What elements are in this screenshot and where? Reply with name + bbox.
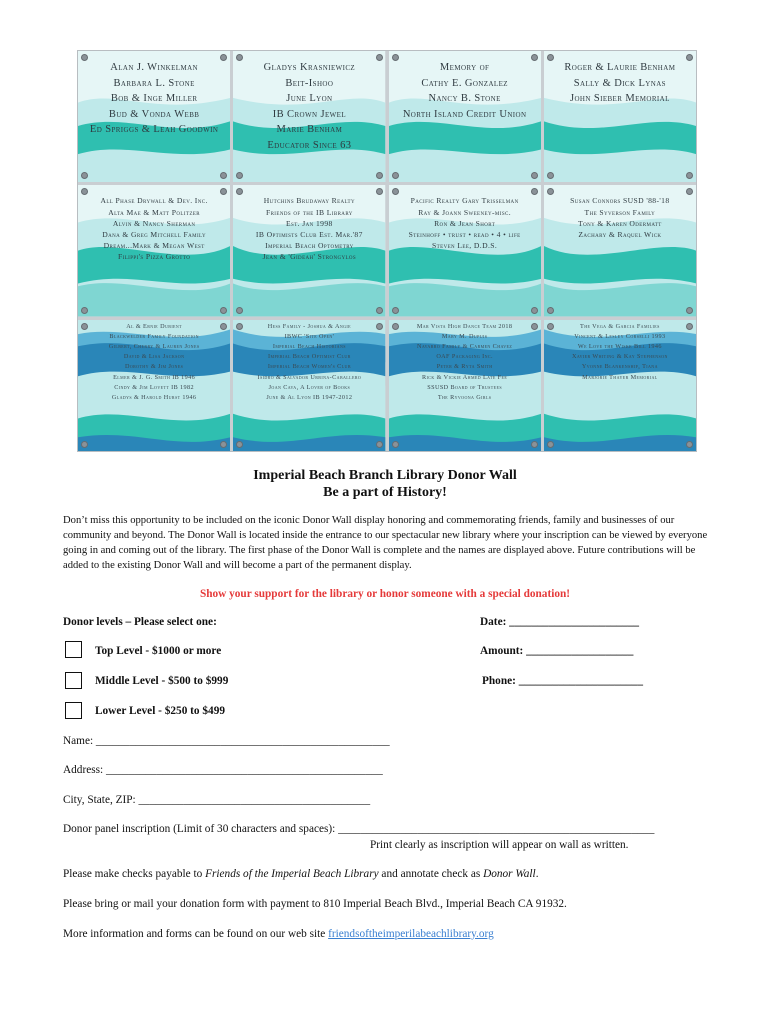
- inscription-line: Peter & Ryta Smith: [436, 363, 493, 371]
- panel-inscriptions: [389, 60, 541, 122]
- inscription-line: Dorothy & Jim Jones: [124, 363, 184, 371]
- inscription-line: Beit-Ishoo: [285, 77, 334, 89]
- donor-panel: [389, 51, 541, 182]
- inscription-line: Dana & Greg Mitchell Family: [102, 229, 207, 239]
- inscription-line: Marie Benham: [276, 124, 343, 135]
- check-memo: Donor Wall: [483, 868, 536, 880]
- inscription-line: IBWC 'Site Open': [284, 332, 335, 340]
- mail-instructions: Please bring or mail your donation form with payment to 810 Imperial Beach Blvd., Imperial Beach CA 91932.: [63, 898, 567, 910]
- inscription-note: Print clearly as inscription will appear on wall as written.: [370, 839, 629, 851]
- more-info-text: [63, 928, 494, 940]
- checks-payable-text: [63, 868, 539, 880]
- inscription-line: Cindy & Jim Lovett IB 1982: [114, 383, 195, 391]
- top-level-label: Top Level - $1000 or more: [95, 645, 222, 657]
- call-to-action: Show your support for the library or honor someone with a special donation!: [199, 588, 571, 600]
- inscription-line: The Syverson Family: [584, 207, 656, 217]
- page-subtitle: Be a part of History!: [323, 485, 447, 500]
- middle-level-label: Middle Level - $500 to $999: [95, 675, 229, 687]
- inscription-line: The Vega & Garcia Families: [580, 322, 660, 330]
- inscription-line: Ron & Jean Short: [434, 218, 496, 228]
- mounting-bolt-icon: [236, 307, 243, 314]
- panel-inscriptions: [78, 195, 230, 262]
- donor-panel: [78, 51, 230, 182]
- inscription-line: IB Crown Jewel: [272, 108, 346, 120]
- inscription-line: Xavier Whiting & Kay Stephenson: [572, 353, 668, 361]
- inscription-line: Educator Since 63: [267, 139, 352, 151]
- address-field[interactable]: Address: _________________________________________________: [63, 764, 383, 776]
- mounting-bolt-icon: [686, 441, 693, 448]
- inscription-line: Marjorie Thayer Memorial: [582, 373, 658, 381]
- phone-field[interactable]: Phone: ______________________: [482, 675, 643, 687]
- donor-panel: [544, 320, 696, 451]
- inscription-line: Imperial Beach Optimist Club: [268, 353, 351, 361]
- date-field[interactable]: Date: _______________________: [480, 616, 640, 628]
- inscription-line: Barbara L. Stone: [113, 77, 195, 89]
- inscription-line: Roger & Laurie Benham: [564, 62, 676, 73]
- inscription-line: Elmer & J. G. Smith IB 1946: [113, 373, 196, 381]
- donor-panel: [389, 185, 541, 316]
- inscription-line: Memory of: [439, 62, 490, 73]
- donor-panel: [233, 51, 385, 182]
- inscription-line: John Sieber Memorial: [569, 93, 670, 104]
- inscription-line: Al & Ernie Dubient: [126, 322, 183, 330]
- inscription-line: All Phase Drywall & Dev. Inc.: [100, 196, 208, 206]
- donor-panel: [389, 320, 541, 451]
- donor-panel: [233, 185, 385, 316]
- mounting-bolt-icon: [392, 441, 399, 448]
- inscription-line: Rick & Vickie Ahmed Late Fee: [422, 373, 508, 381]
- donor-panel: [78, 320, 230, 451]
- inscription-line: Ed Spriggs & Leah Goodwin: [89, 124, 219, 135]
- mounting-bolt-icon: [220, 307, 227, 314]
- inscription-line: Ray & Joann Sweeney-misc.: [418, 207, 512, 217]
- checks-prefix: Please make checks payable to: [63, 868, 206, 880]
- inscription-line: Blackwelder Family Foundation: [109, 332, 199, 340]
- mounting-bolt-icon: [531, 441, 538, 448]
- donor-panel: [544, 51, 696, 182]
- inscription-line: Imperial Beach Optometry: [265, 241, 354, 251]
- inscription-line: OAF Packaging Inc.: [436, 353, 493, 361]
- inscription-line: Pacific Realty Gary Trisselman: [410, 196, 519, 206]
- panel-inscriptions: [544, 195, 696, 240]
- inscription-line: Isidro & Salvador Urbina-Caballero: [257, 373, 362, 381]
- inscription-line: North Island Credit Union: [402, 108, 527, 120]
- inscription-line: Sally & Dick Lynas: [573, 77, 666, 89]
- mounting-bolt-icon: [81, 307, 88, 314]
- mounting-bolt-icon: [547, 441, 554, 448]
- intro-paragraph: Don’t miss this opportunity to be included on the iconic Donor Wall display honoring and commemorating friends, family and businesses of our community and beyond. The Donor Wall is located inside the entrance to our spectacular new library where your inscription can be viewed by everyone going in and coming out of the library. The first phase of the Donor Wall is complete and the names are displayed above. Future contributions will be added to the existing Donor Wall and will become a part of the permanent display.: [63, 515, 708, 571]
- mounting-bolt-icon: [81, 441, 88, 448]
- inscription-line: IB Optimists Club Est. Mar.'87: [255, 229, 363, 239]
- panel-inscriptions: [78, 322, 230, 404]
- donor-panel: [78, 185, 230, 316]
- inscription-line: Yvonne Blankenship, Tiana: [581, 363, 658, 371]
- inscription-line: Tony & Karen Odermatt: [578, 218, 662, 228]
- panel-inscriptions: [389, 195, 541, 251]
- mounting-bolt-icon: [392, 172, 399, 179]
- inscription-line: Steven Lee, D.D.S.: [432, 241, 498, 251]
- inscription-line: Nancy B. Stone: [428, 93, 501, 104]
- inscription-line: Joan Cava, A Lover of Books: [268, 383, 351, 391]
- inscription-line: Alan J. Winkelman: [110, 62, 199, 73]
- inscription-line: Susan Connors SUSD '88-'18: [570, 196, 670, 206]
- page-title: Imperial Beach Branch Library Donor Wall: [253, 468, 517, 483]
- top-level-checkbox[interactable]: [65, 641, 82, 658]
- inscription-line: Imperial Beach Historians: [272, 343, 346, 351]
- inscription-line: SSUSD Board of Trustees: [427, 383, 502, 391]
- more-info-prefix: More information and forms can be found on our web site: [63, 928, 329, 940]
- inscription-line: We Love the Wiske Bill 1946: [577, 343, 662, 351]
- inscription-line: June Lyon: [286, 93, 333, 104]
- panel-inscriptions: [233, 60, 385, 153]
- mounting-bolt-icon: [686, 307, 693, 314]
- mounting-bolt-icon: [376, 441, 383, 448]
- donor-wall-image: [77, 50, 697, 452]
- inscription-line: Imperial Beach Women's Club: [267, 363, 351, 371]
- website-link[interactable]: friendsoftheimperilabeachlibrary.org: [328, 928, 494, 940]
- panel-inscriptions: [544, 60, 696, 107]
- panel-inscriptions: [233, 322, 385, 404]
- inscription-line: Jean & 'Gideah' Strongylos: [262, 252, 357, 262]
- inscription-line: Est. Jan 1998: [286, 218, 333, 228]
- mounting-bolt-icon: [392, 307, 399, 314]
- mounting-bolt-icon: [376, 307, 383, 314]
- mounting-bolt-icon: [547, 307, 554, 314]
- name-field[interactable]: Name: ____________________________________________________: [63, 735, 390, 747]
- amount-field[interactable]: Amount: ___________________: [480, 645, 634, 657]
- inscription-line: David & Lisa Jackson: [123, 353, 185, 361]
- inscription-line: Bob & Inge Miller: [110, 93, 198, 104]
- donor-levels-label: Donor levels – Please select one:: [63, 616, 217, 628]
- donor-panel: [233, 320, 385, 451]
- checks-mid: and annotate check as: [378, 868, 484, 880]
- city-state-zip-field[interactable]: City, State, ZIP: _________________________________________: [63, 794, 371, 806]
- inscription-line: Alvin & Nancy Sherman: [112, 218, 196, 228]
- lower-level-checkbox[interactable]: [65, 702, 82, 719]
- inscription-line: Gladys & Harold Hurst 1946: [111, 394, 197, 402]
- inscription-line: Dream...Mark & Megan West: [103, 241, 205, 251]
- mounting-bolt-icon: [376, 172, 383, 179]
- panel-inscriptions: [389, 322, 541, 404]
- lower-level-label: Lower Level - $250 to $499: [95, 705, 225, 717]
- inscription-line: June & Al Lyon IB 1947-2012: [266, 394, 353, 402]
- payee-name: Friends of the Imperial Beach Library: [205, 868, 379, 880]
- inscription-line: Alta Mae & Matt Politzer: [108, 207, 201, 217]
- inscription-line: Friends of the IB Library: [265, 207, 353, 217]
- mounting-bolt-icon: [392, 188, 399, 195]
- donor-panel: [544, 185, 696, 316]
- inscription-line: Hess Family - Joshua & Angie: [267, 322, 351, 330]
- inscription-line: Mary M. Dupuis: [441, 332, 488, 340]
- panel-inscriptions: [233, 195, 385, 262]
- mounting-bolt-icon: [376, 188, 383, 195]
- inscription-line: Hutchins Brudaway Realty: [263, 196, 356, 206]
- inscription-line: Bud & Vonda Webb: [108, 108, 200, 120]
- inscription-line: Zachary & Raquel Wick: [578, 229, 662, 239]
- inscription-line: Gilbert, Cherry & Lauren Jones: [108, 343, 200, 351]
- panel-inscriptions: [78, 60, 230, 138]
- inscription-line: Cathy E. Gonzalez: [421, 77, 508, 89]
- inscription-line: Vincent & Lesley Corselli 1993: [574, 332, 666, 340]
- panel-inscriptions: [544, 322, 696, 383]
- inscription-line: Gladys Krasniewicz: [263, 62, 356, 73]
- inscription-line: Navarro Family & Carmen Chavez: [417, 343, 513, 351]
- inscription-line: Filippi's Pizza Grotto: [118, 252, 191, 262]
- inscription-field[interactable]: Donor panel inscription (Limit of 30 characters and spaces): ________________________________________________________: [63, 823, 655, 835]
- inscription-line: The Ryvoona Girls: [437, 394, 492, 402]
- middle-level-checkbox[interactable]: [65, 672, 82, 689]
- inscription-line: Steinhoff • trust • read • 4 • life: [408, 229, 521, 239]
- checks-suffix: .: [535, 868, 539, 880]
- mounting-bolt-icon: [531, 307, 538, 314]
- inscription-line: Mar Vista High Dance Team 2018: [416, 322, 513, 330]
